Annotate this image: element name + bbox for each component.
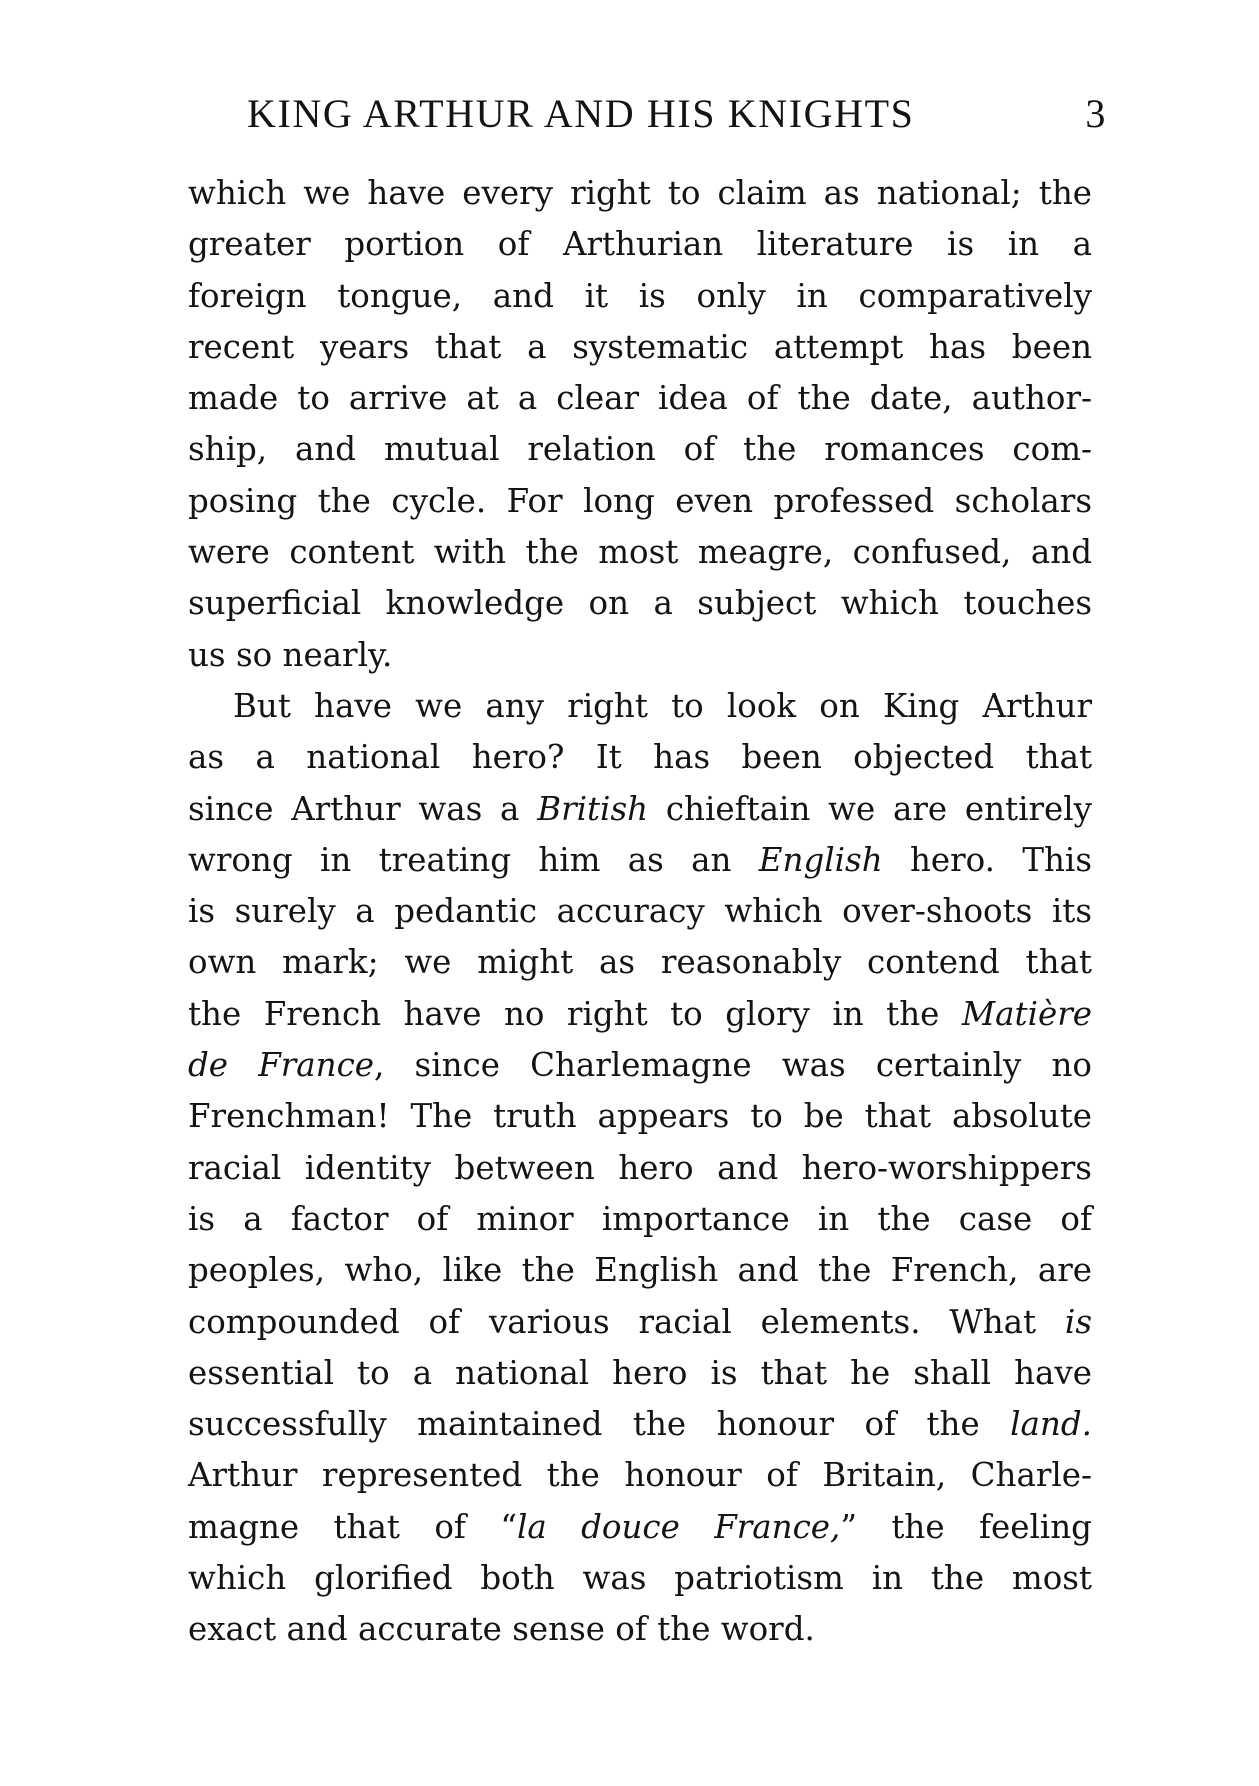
text-line bbox=[188, 732, 1092, 783]
text-run: Frenchman! The truth appears to be that absolute bbox=[188, 1097, 1092, 1136]
text-line bbox=[188, 1399, 1092, 1450]
text-line bbox=[188, 1348, 1092, 1399]
italic-text: de France bbox=[188, 1046, 375, 1085]
text-run: ship, and mutual relation of the romances com- bbox=[188, 430, 1092, 469]
text-line bbox=[188, 1091, 1092, 1142]
text-run: Arthur represented the honour of Britain, Charle- bbox=[188, 1456, 1092, 1495]
text-run: is surely a pedantic accuracy which over-shoots its bbox=[188, 892, 1092, 931]
text-run: recent years that a systematic attempt has been bbox=[188, 327, 1092, 366]
text-run: us so nearly. bbox=[188, 635, 393, 674]
text-run: peoples, who, like the English and the French, are bbox=[188, 1251, 1092, 1290]
text-run: wrong in treating him as an bbox=[188, 840, 759, 879]
text-run: is a factor of minor importance in the case of bbox=[188, 1199, 1092, 1238]
text-line bbox=[188, 937, 1092, 988]
text-run: greater portion of Arthurian literature is in a bbox=[188, 225, 1092, 264]
text-run: racial identity between hero and hero-worshippers bbox=[188, 1148, 1092, 1187]
text-line bbox=[188, 527, 1092, 578]
text-run: since Arthur was a bbox=[188, 789, 538, 828]
text-line bbox=[188, 271, 1092, 322]
text-run: , since Charlemagne was certainly no bbox=[374, 1046, 1092, 1085]
text-run: hero. This bbox=[882, 840, 1092, 879]
text-run: own mark; we might as reasonably contend that bbox=[188, 943, 1092, 982]
text-line bbox=[188, 835, 1092, 886]
text-line bbox=[188, 1297, 1092, 1348]
italic-text: land. bbox=[1010, 1405, 1092, 1444]
text-line bbox=[188, 1143, 1092, 1194]
text-run: magne that of “ bbox=[188, 1507, 517, 1546]
italic-text: English bbox=[758, 840, 883, 879]
text-line bbox=[188, 1502, 1092, 1553]
text-line bbox=[188, 1245, 1092, 1296]
text-line bbox=[188, 322, 1092, 373]
text-line bbox=[188, 578, 1092, 629]
text-run: essential to a national hero is that he shall have bbox=[188, 1353, 1092, 1392]
text-run: But have we any right to look on King Arthur bbox=[233, 686, 1092, 725]
text-run: which glorified both was patriotism in the most bbox=[188, 1559, 1092, 1598]
text-run: foreign tongue, and it is only in comparatively bbox=[188, 276, 1092, 315]
text-line bbox=[188, 784, 1092, 835]
running-title: KING ARTHUR AND HIS KNIGHTS bbox=[247, 91, 915, 136]
text-run: superficial knowledge on a subject which touches bbox=[188, 584, 1092, 623]
text-run: chieftain we are entirely bbox=[648, 789, 1092, 828]
text-line bbox=[188, 424, 1092, 475]
text-line bbox=[188, 1553, 1092, 1604]
text-line bbox=[188, 630, 1092, 681]
text-run: exact and accurate sense of the word. bbox=[188, 1610, 815, 1649]
text-line bbox=[188, 1450, 1092, 1501]
text-line bbox=[188, 476, 1092, 527]
text-run: made to arrive at a clear idea of the date, author- bbox=[188, 379, 1092, 418]
italic-text: Matière bbox=[961, 994, 1092, 1033]
text-line bbox=[188, 1604, 1092, 1655]
text-line bbox=[188, 219, 1092, 270]
text-run: which we have every right to claim as national; the bbox=[188, 174, 1092, 212]
italic-text: la douce France, bbox=[516, 1507, 841, 1546]
text-run: ” the feeling bbox=[840, 1507, 1092, 1546]
text-run: compounded of various racial elements. What bbox=[188, 1302, 1065, 1341]
text-run: as a national hero? It has been objected that bbox=[188, 738, 1092, 777]
page-number: 3 bbox=[1085, 91, 1107, 136]
italic-text: is bbox=[1064, 1302, 1092, 1341]
italic-text: British bbox=[537, 789, 649, 828]
text-line bbox=[188, 989, 1092, 1040]
text-line bbox=[188, 1040, 1092, 1091]
body-text bbox=[188, 168, 1092, 1656]
text-run: were content with the most meagre, confused, and bbox=[188, 533, 1092, 572]
text-line bbox=[188, 1194, 1092, 1245]
text-line bbox=[188, 373, 1092, 424]
running-head bbox=[247, 90, 1107, 140]
text-line bbox=[188, 168, 1092, 219]
text-run: successfully maintained the honour of the bbox=[188, 1405, 1011, 1444]
text-run: the French have no right to glory in the bbox=[188, 994, 962, 1033]
text-line bbox=[188, 886, 1092, 937]
text-line bbox=[188, 681, 1092, 732]
text-run: posing the cycle. For long even professed scholars bbox=[188, 481, 1092, 520]
